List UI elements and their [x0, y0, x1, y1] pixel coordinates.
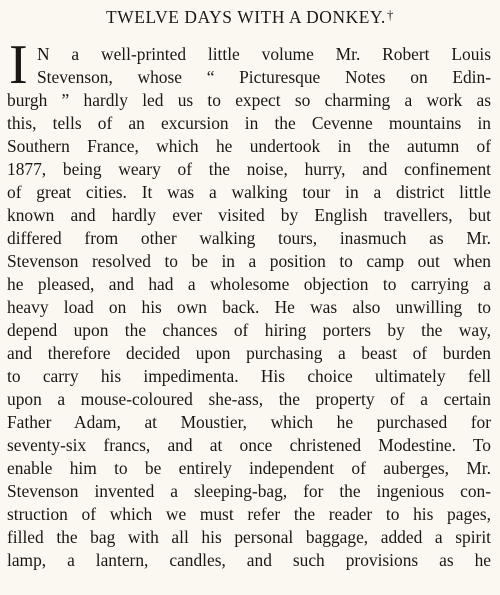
- body-line: 1877, being weary of the noise, hurry, and confinement: [7, 159, 491, 179]
- body-line: Southern France, which he undertook in the autumn of: [7, 136, 491, 156]
- body-line: burgh ” hardly led us to expect so charming a work as: [7, 90, 491, 110]
- body-line: to carry his impedimenta. His choice ultimately fell: [7, 366, 491, 386]
- body-line: depend upon the chances of hiring porters by the way,: [7, 320, 491, 340]
- dagger-footnote-mark: †: [386, 7, 394, 22]
- body-line: he pleased, and had a wholesome objection to carrying a: [7, 274, 491, 294]
- article-title: [0, 7, 500, 28]
- body-line: filled the bag with all his personal baggage, added a spirit: [7, 527, 491, 547]
- drop-cap: I: [9, 34, 28, 96]
- body-line: this, tells of an excursion in the Cevenne mountains in: [7, 113, 491, 133]
- body-line: upon a mouse-coloured she-ass, the property of a certain: [7, 389, 491, 409]
- body-line: heavy load on his own back. He was also unwilling to: [7, 297, 491, 317]
- body-line: Stevenson, whose “ Picturesque Notes on Edin-: [37, 67, 491, 87]
- body-line: N a well-printed little volume Mr. Robert Louis: [37, 44, 491, 64]
- title-text: TWELVE DAYS WITH A DONKEY.: [106, 7, 386, 27]
- body-line: Stevenson invented a sleeping-bag, for the ingenious con-: [7, 481, 491, 501]
- body-line: enable him to be entirely independent of auberges, Mr.: [7, 458, 491, 478]
- body-line: seventy-six francs, and at once christened Modestine. To: [7, 435, 491, 455]
- body-line: of great cities. It was a walking tour in a district little: [7, 182, 491, 202]
- body-line: known and hardly ever visited by English travellers, but: [7, 205, 491, 225]
- body-line: Father Adam, at Moustier, which he purchased for: [7, 412, 491, 432]
- body-line: lamp, a lantern, candles, and such provisions as he: [7, 550, 491, 570]
- body-line: differed from other walking tours, inasmuch as Mr.: [7, 228, 491, 248]
- body-line: Stevenson resolved to be in a position to camp out when: [7, 251, 491, 271]
- body-line: and therefore decided upon purchasing a beast of burden: [7, 343, 491, 363]
- body-line: struction of which we must refer the reader to his pages,: [7, 504, 491, 524]
